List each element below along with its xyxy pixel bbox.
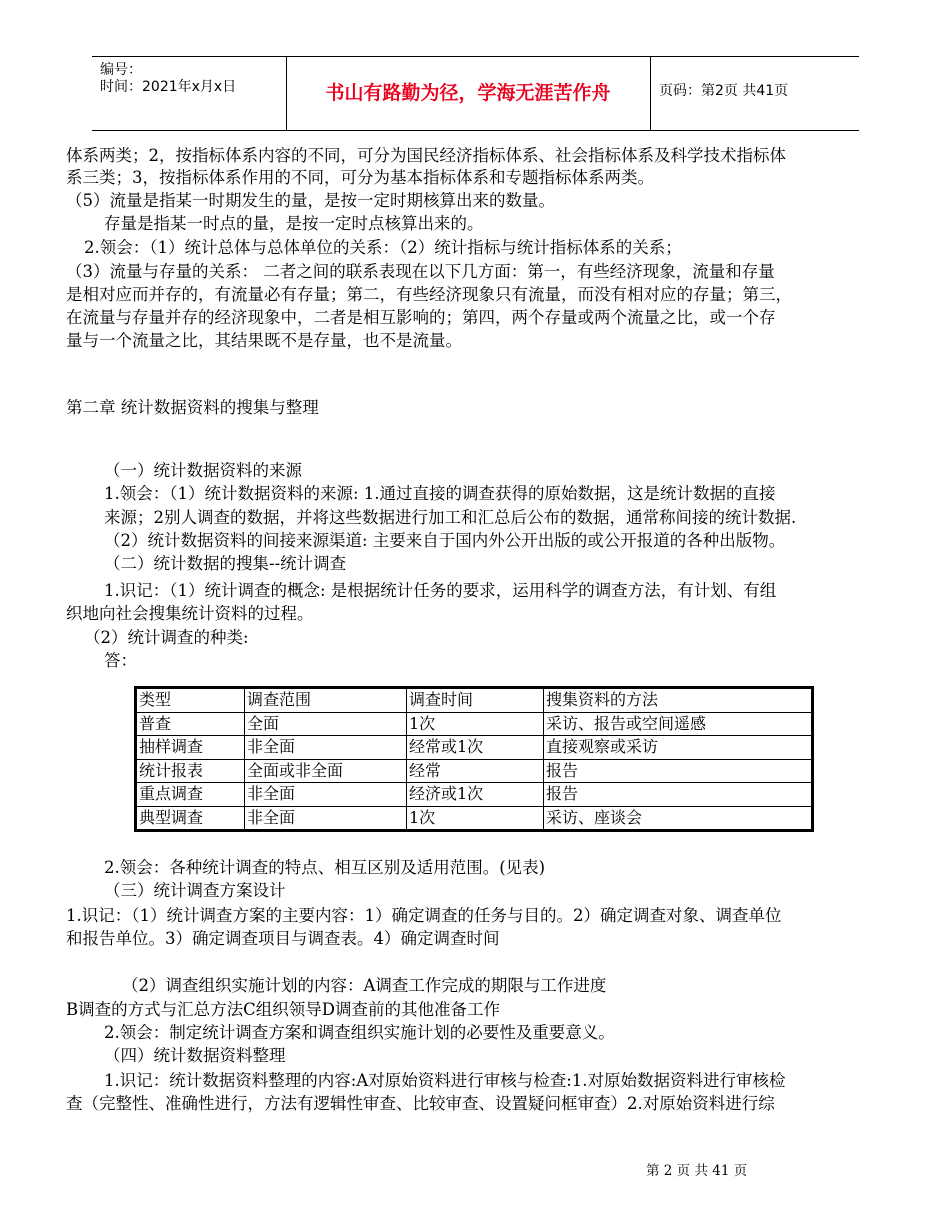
page-footer: 第 2 页 共 41 页 — [646, 1163, 748, 1179]
table-header-cell: 调查时间 — [407, 689, 544, 713]
body-line: 在流量与存量并存的经济现象中，二者是相互影响的；第四，两个存量或两个流量之比，或一个存 — [66, 308, 776, 327]
table-cell: 1次 — [407, 806, 544, 830]
body-line: 1.领会：（1）统计数据资料的来源: 1.通过直接的调查获得的原始数据，这是统计数据的直接 — [104, 484, 776, 503]
table-cell: 非全面 — [245, 783, 407, 807]
body-line: 查（完整性、准确性进行，方法有逻辑性审查、比较审查、设置疑问框审查）2.对原始资料进行综 — [66, 1094, 775, 1113]
body-line: （2）统计数据资料的间接来源渠道: 主要来自于国内外公开出版的或公开报道的各种出版物。 — [104, 531, 786, 550]
header-page-label: 页码：第2页 共41页 — [659, 83, 789, 99]
table-cell: 采访、报告或空间遥感 — [544, 712, 812, 736]
table-header-row — [137, 689, 812, 713]
body-line: 1.识记：（1）统计调查方案的主要内容：1）确定调查的任务与目的。2）确定调查对象、调查单位 — [66, 906, 782, 925]
header-bottom-rule — [92, 130, 859, 131]
table-header-cell: 调查范围 — [245, 689, 407, 713]
table-cell: 抽样调查 — [137, 736, 245, 760]
date-label: 时间：2021年x月x日 — [100, 79, 237, 95]
table-cell: 典型调查 — [137, 806, 245, 830]
body-line: 2.领会：各种统计调查的特点、相互区别及适用范围。(见表) — [104, 858, 546, 877]
body-line: 来源；2别人调查的数据，并将这些数据进行加工和汇总后公布的数据，通常称间接的统计数据. — [104, 508, 797, 527]
section-heading: （一）统计数据资料的来源 — [104, 461, 302, 480]
body-line: （2）统计调查的种类: — [84, 628, 249, 647]
section-heading: （四）统计数据资料整理 — [104, 1046, 286, 1065]
table-cell: 1次 — [407, 712, 544, 736]
header-top-rule — [92, 56, 859, 57]
body-line: 系三类；3，按指标体系作用的不同，可分为基本指标体系和专题指标体系两类。 — [66, 168, 654, 187]
chapter-heading: 第二章 统计数据资料的搜集与整理 — [66, 398, 319, 417]
body-line: 2.领会：制定统计调查方案和调查组织实施计划的必要性及重要意义。 — [104, 1023, 615, 1042]
body-line: （5）流量是指某一时期发生的量，是按一定时期核算出来的数量。 — [66, 191, 555, 210]
table-cell: 普查 — [137, 712, 245, 736]
table-cell: 非全面 — [245, 806, 407, 830]
body-line: 2.领会：（1）统计总体与总体单位的关系：（2）统计指标与统计指标体系的关系； — [84, 238, 682, 257]
body-line: 和报告单位。3）确定调查项目与调查表。4）确定调查时间 — [66, 929, 500, 948]
body-line: 是相对应而并存的，有流量必有存量；第二，有些经济现象只有流量，而没有相对应的存量；第三， — [66, 285, 792, 304]
table-cell: 报告 — [544, 783, 812, 807]
table-cell: 经常 — [407, 759, 544, 783]
table-cell: 采访、座谈会 — [544, 806, 812, 830]
section-heading: （三）统计调查方案设计 — [104, 881, 286, 900]
table-row — [137, 783, 812, 807]
survey-types-table — [134, 686, 814, 832]
header-meta — [100, 62, 236, 96]
table-row — [137, 736, 812, 760]
table-row — [137, 806, 812, 830]
body-line: 体系两类；2，按指标体系内容的不同，可分为国民经济指标体系、社会指标体系及科学技术指标体 — [66, 146, 786, 165]
body-line: 1.识记：统计数据资料整理的内容:A对原始资料进行审核与检查:1.对原始数据资料进行审核检 — [104, 1071, 786, 1090]
body-line: 量与一个流量之比，其结果既不是存量，也不是流量。 — [66, 331, 462, 350]
table-cell: 非全面 — [245, 736, 407, 760]
table-cell: 全面或非全面 — [245, 759, 407, 783]
table-header-cell: 搜集资料的方法 — [544, 689, 812, 713]
body-line: B调查的方式与汇总方法C组织领导D调查前的其他准备工作 — [66, 1000, 500, 1019]
section-heading: （二）统计数据的搜集--统计调查 — [104, 554, 347, 573]
body-line: 织地向社会搜集统计资料的过程。 — [66, 604, 314, 623]
table-cell: 经济或1次 — [407, 783, 544, 807]
body-line: （3）流量与存量的关系： 二者之间的联系表现在以下几方面：第一，有些经济现象，流量和存量 — [66, 262, 775, 281]
table-cell: 全面 — [245, 712, 407, 736]
table-row — [137, 712, 812, 736]
header-divider-right — [650, 56, 651, 130]
table-header-cell: 类型 — [137, 689, 245, 713]
table-cell: 经常或1次 — [407, 736, 544, 760]
table-row — [137, 759, 812, 783]
body-line: 1.识记：（1）统计调查的概念: 是根据统计任务的要求，运用科学的调查方法，有计划、有组 — [104, 581, 777, 600]
table-cell: 直接观察或采访 — [544, 736, 812, 760]
body-line: 答： — [104, 651, 137, 670]
table-cell: 重点调查 — [137, 783, 245, 807]
table-cell: 报告 — [544, 759, 812, 783]
header-motto: 书山有路勤为径，学海无涯苦作舟 — [325, 82, 611, 104]
body-line: （2）调查组织实施计划的内容：A调查工作完成的期限与工作进度 — [122, 976, 607, 995]
serial-label: 编号： — [100, 62, 142, 78]
body-line: 存量是指某一时点的量，是按一定时点核算出来的。 — [104, 214, 484, 233]
table-cell: 统计报表 — [137, 759, 245, 783]
